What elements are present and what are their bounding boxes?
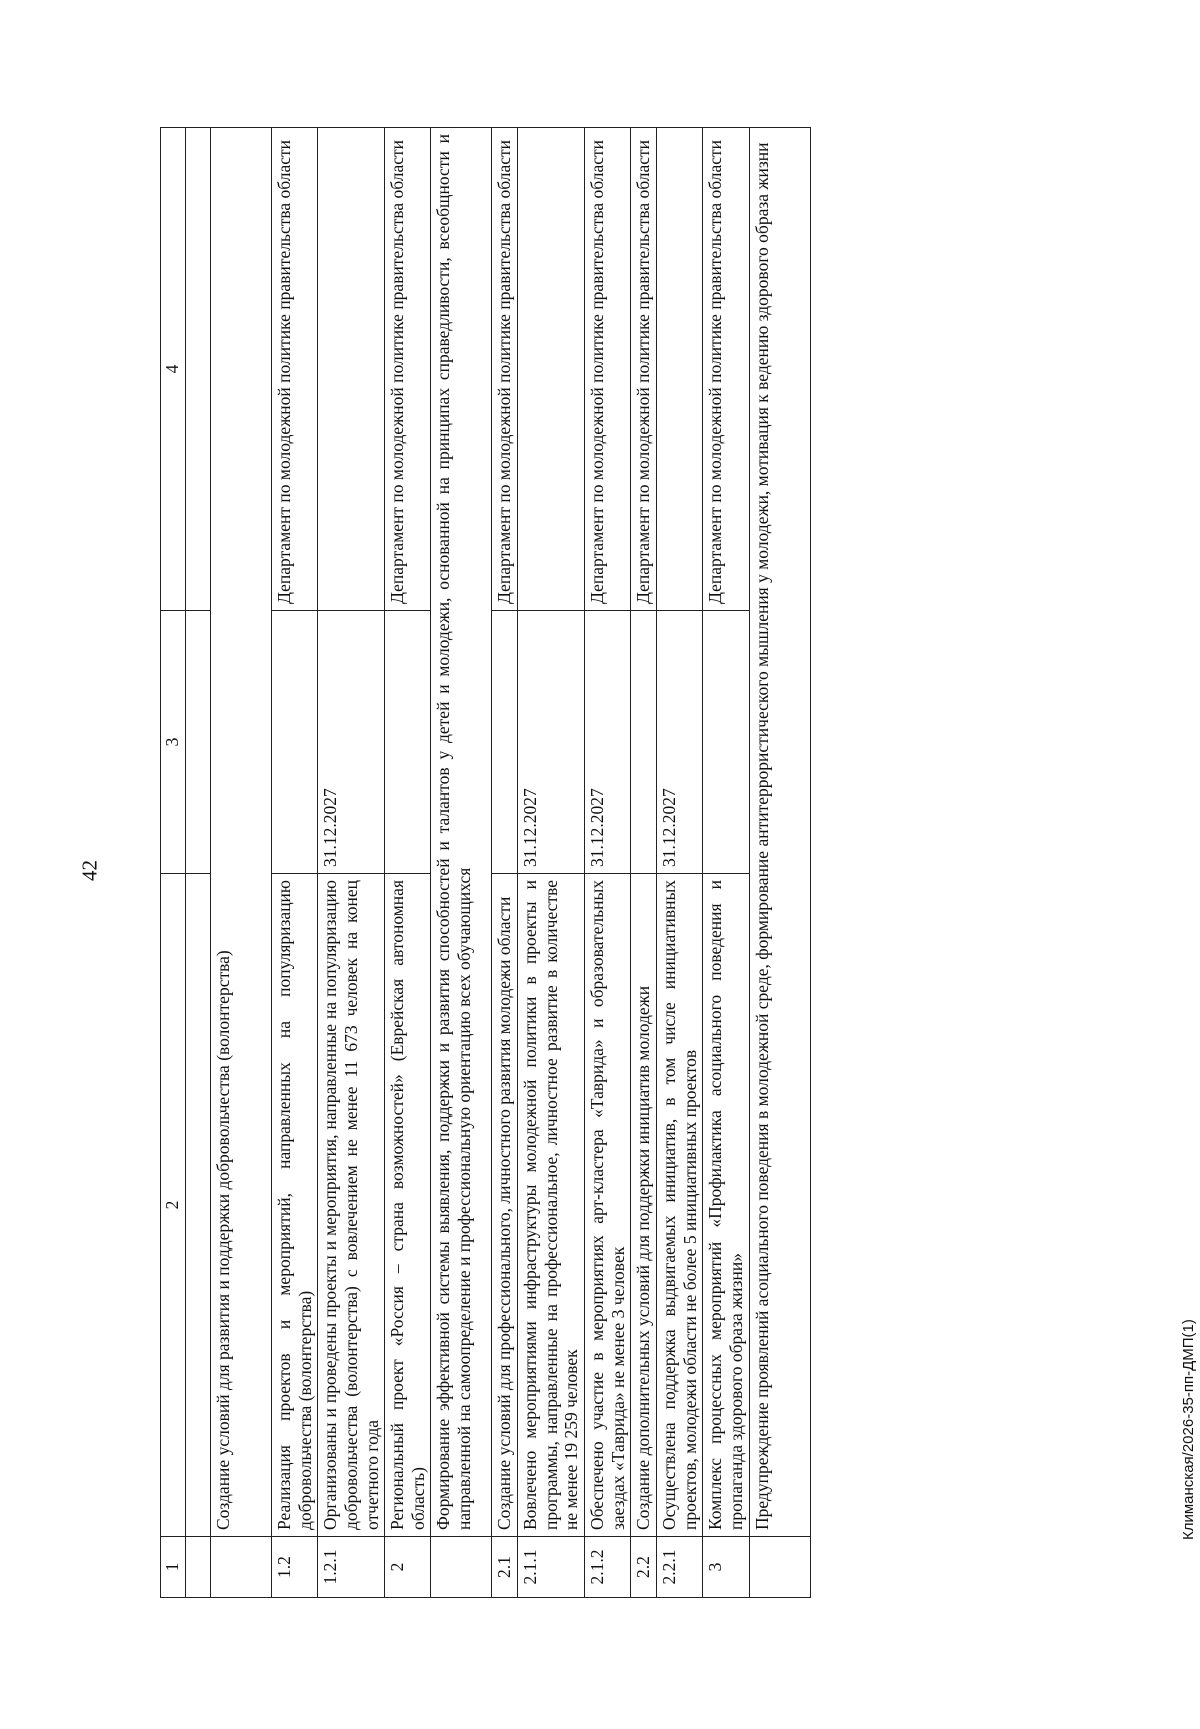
row-number: 3: [703, 1537, 749, 1598]
row-responsible: [518, 128, 585, 611]
rotated-table-container: [160, 134, 1015, 1598]
row-responsible: Департамент по молодежной политике правительства области: [492, 128, 518, 611]
row-responsible: [318, 128, 385, 611]
table-row: [631, 128, 657, 1598]
row-description: Обеспечено участие в мероприятиях арт-кластера «Таврида» и образовательных заездах «Таврида» не менее 3 человек: [585, 874, 631, 1537]
table-row: [703, 128, 749, 1598]
row-number: 2: [385, 1537, 431, 1598]
table-row: [492, 128, 518, 1598]
section-title: Предупреждение проявлений асоциального поведения в молодежной среде, формирование антитеррористического мышления у молодежи, мотивация к ведению здорового образа жизни: [749, 128, 810, 1537]
table-section-row: [211, 128, 272, 1598]
measures-table: [160, 127, 811, 1598]
table-row: [385, 128, 431, 1598]
row-number: 2.2.1: [656, 1537, 702, 1598]
table-spacer-row: [186, 128, 211, 1598]
row-number: 2.1.2: [585, 1537, 631, 1598]
row-deadline: 31.12.2027: [656, 611, 702, 874]
row-description: Осуществлена поддержка выдвигаемых инициатив, в том числе инициативных проектов, молодежи области не более 5 инициативных проектов: [656, 874, 702, 1537]
row-deadline: [703, 611, 749, 874]
row-deadline: [631, 611, 657, 874]
header-col-3: 3: [161, 611, 186, 874]
header-col-4: 4: [161, 128, 186, 611]
row-responsible: Департамент по молодежной политике правительства области: [272, 128, 318, 611]
row-deadline: [385, 611, 431, 874]
section-title: Формирование эффективной системы выявления, поддержки и развития способностей и талантов у детей и молодежи, основанной на принципах справедливости, всеобщности и направленной на самоопределение и профессиональную ориентацию всех обучающихся: [431, 128, 492, 1537]
row-description: Реализация проектов и мероприятий, направленных на популяризацию добровольчества (волонтерства): [272, 874, 318, 1537]
row-number: 2.1.1: [518, 1537, 585, 1598]
row-deadline: 31.12.2027: [518, 611, 585, 874]
row-deadline: [272, 611, 318, 874]
row-description: Региональный проект «Россия – страна возможностей» (Еврейская автономная область): [385, 874, 431, 1537]
table-row: [272, 128, 318, 1598]
table-row: [585, 128, 631, 1598]
table-row: [318, 128, 385, 1598]
row-number: 1.2: [272, 1537, 318, 1598]
row-deadline: 31.12.2027: [318, 611, 385, 874]
row-responsible: [656, 128, 702, 611]
row-responsible: Департамент по молодежной политике правительства области: [385, 128, 431, 611]
page-number: 42: [77, 860, 102, 881]
header-col-1: 1: [161, 1537, 186, 1598]
table-section-row: [749, 128, 810, 1598]
row-number: 1.2.1: [318, 1537, 385, 1598]
row-description: Комплекс процессных мероприятий «Профилактика асоциального поведения и пропаганда здорового образа жизни»: [703, 874, 749, 1537]
table-section-row: [431, 128, 492, 1598]
table-row: [518, 128, 585, 1598]
table-header-row: [161, 128, 186, 1598]
document-footer-id: Климанская/2026-35-пп-ДМП(1): [1180, 1319, 1197, 1540]
row-responsible: Департамент по молодежной политике правительства области: [631, 128, 657, 611]
row-description: Создание условий для профессионального, личностного развития молодежи области: [492, 874, 518, 1537]
row-responsible: Департамент по молодежной политике правительства области: [703, 128, 749, 611]
row-deadline: [492, 611, 518, 874]
row-description: Создание дополнительных условий для поддержки инициатив молодежи: [631, 874, 657, 1537]
row-responsible: Департамент по молодежной политике правительства области: [585, 128, 631, 611]
row-description: Вовлечено мероприятиями инфраструктуры молодежной политики в проекты и программы, направленные на профессиональное, личностное развитие в количестве не менее 19 259 человек: [518, 874, 585, 1537]
section-title: Создание условий для развития и поддержки добровольчества (волонтерства): [211, 128, 272, 1537]
table-row: [656, 128, 702, 1598]
header-col-2: 2: [161, 874, 186, 1537]
row-deadline: 31.12.2027: [585, 611, 631, 874]
row-number: 2.2: [631, 1537, 657, 1598]
row-number: 2.1: [492, 1537, 518, 1598]
row-description: Организованы и проведены проекты и мероприятия, направленные на популяризацию добровольчества (волонтерства) с вовлечением не менее 11 673 человек на конец отчетного года: [318, 874, 385, 1537]
